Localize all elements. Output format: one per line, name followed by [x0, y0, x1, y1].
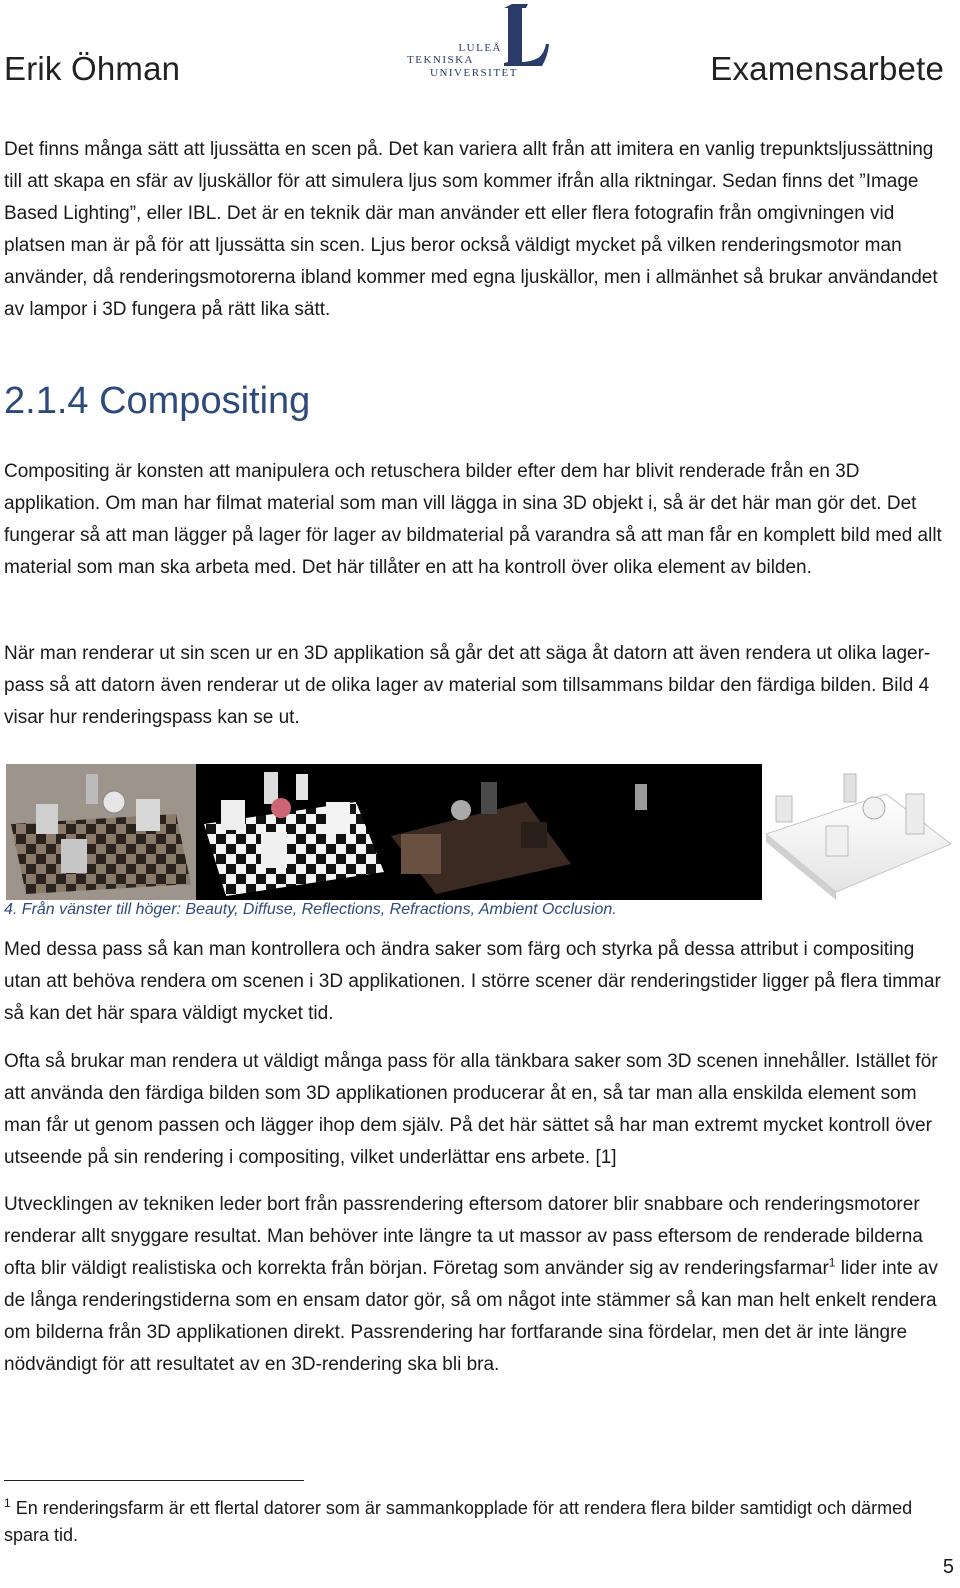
paragraph-lighting: Det finns många sätt att ljussätta en scen på. Det kan variera allt från att imitera en vanlig trepunktsljussättning till att skapa en sfär av ljuskällor för att simulera ljus som kommer ifrån alla riktningar. Sedan finns det ”Image Based Lighting”, eller IBL. Det är en teknik där man använder ett eller flera fotografin från omgivningen vid platsen man är på för att ljussätta sin scen. Ljus beror också väldigt mycket på vilken renderingsmotor man använder, då renderingsmotorerna ibland kommer med egna ljuskällor, men i allmänhet så brukar användandet av lampor i 3D fungera på rätt lika sätt.: [4, 139, 938, 320]
pass-diffuse-image: [196, 764, 386, 900]
paragraph-many-passes: Ofta så brukar man rendera ut väldigt många pass för alla tänkbara saker som 3D scenen innehåller. Istället för att använda den färdiga bilden som 3D applikationen producerar åt en, så tar man alla enskilda element som man får ut genom passen och lägger ihop dem själv. På det här sättet så har man extremt mycket kontroll över utseende på sin rendering i compositing, vilket underlättar ens arbete. [1]: [4, 1051, 938, 1168]
header-title: Examensarbete: [710, 50, 944, 87]
paragraph-compositing-intro: Compositing är konsten att manipulera och retuschera bilder efter dem har blivit renderade från en 3D applikation. Om man har filmat material som man vill lägga in sina 3D objekt i, så är det här man gör det. Det fungerar så att man lägger på lager för lager av bildmaterial på varandra så att man får en komplett bild med allt material som man ska arbeta med. Det här tillåter en att ha kontroll över olika element av bilden.: [4, 461, 942, 578]
footnote-reference[interactable]: 1: [828, 1255, 836, 1270]
paragraph-pass-control: Med dessa pass så kan man kontrollera och ändra saker som färg och styrka på dessa attribut i compositing utan att behöva rendera om scenen i 3D applikationen. I större scener där renderingstider ligger på flera timmar så kan det här spara väldigt mycket tid.: [4, 939, 941, 1024]
pass-ambient-occlusion-image: [762, 764, 953, 900]
paragraph-render-farms: [4, 1189, 949, 1381]
paragraph-render-farms-part2: lider inte av de långa renderingstiderna som en ensam dator gör, så om något inte stämmer så kan man helt enkelt rendera om bilderna från 3D applikationen direkt. Passrendering har fortfarande sina fördelar, men det är inte längre nödvändigt för att resultatet av en 3D-rendering ska bli bra.: [4, 1258, 938, 1375]
logo-text-line2: TEKNISKA: [407, 54, 474, 66]
footnote-divider: [4, 1480, 304, 1481]
page-number: 5: [942, 1556, 954, 1578]
footnote-text: En renderingsfarm är ett flertal datorer som är sammankopplade för att rendera flera bilder samtidigt och därmed spara tid.: [4, 1498, 913, 1545]
footnote: [4, 1495, 934, 1549]
paragraph-render-passes: När man renderar ut sin scen ur en 3D applikation så går det att säga åt datorn att även rendera ut olika lager-pass så att datorn även renderar ut de olika lager av material som tillsammans bildar den färdiga bilden. Bild 4 visar hur renderingspass kan se ut.: [4, 643, 931, 728]
university-logo: [404, 0, 556, 84]
pass-reflections-image: [386, 764, 576, 900]
logo-text-line1: LULEÅ: [458, 42, 502, 54]
paragraph-render-farms-part1: Utvecklingen av tekniken leder bort från passrendering eftersom datorer blir snabbare och renderingsmotorer renderar allt snyggare resultat. Man behöver inte längre ta ut massor av pass eftersom de renderade bilderna ofta blir väldigt realistiska och korrekta från början. Företag som använder sig av renderingsfarmar: [4, 1194, 923, 1279]
section-heading: 2.1.4 Compositing: [4, 380, 311, 422]
logo-text-line3: UNIVERSITET: [430, 67, 518, 79]
footnote-mark: 1: [4, 1496, 11, 1510]
header-author: Erik Öhman: [4, 50, 181, 87]
figure-caption: 4. Från vänster till höger: Beauty, Diffuse, Reflections, Refractions, Ambient Occlusion.: [4, 901, 617, 918]
render-passes-figure: [6, 764, 953, 900]
pass-refractions-image: [576, 764, 762, 900]
pass-beauty-image: [6, 764, 196, 900]
